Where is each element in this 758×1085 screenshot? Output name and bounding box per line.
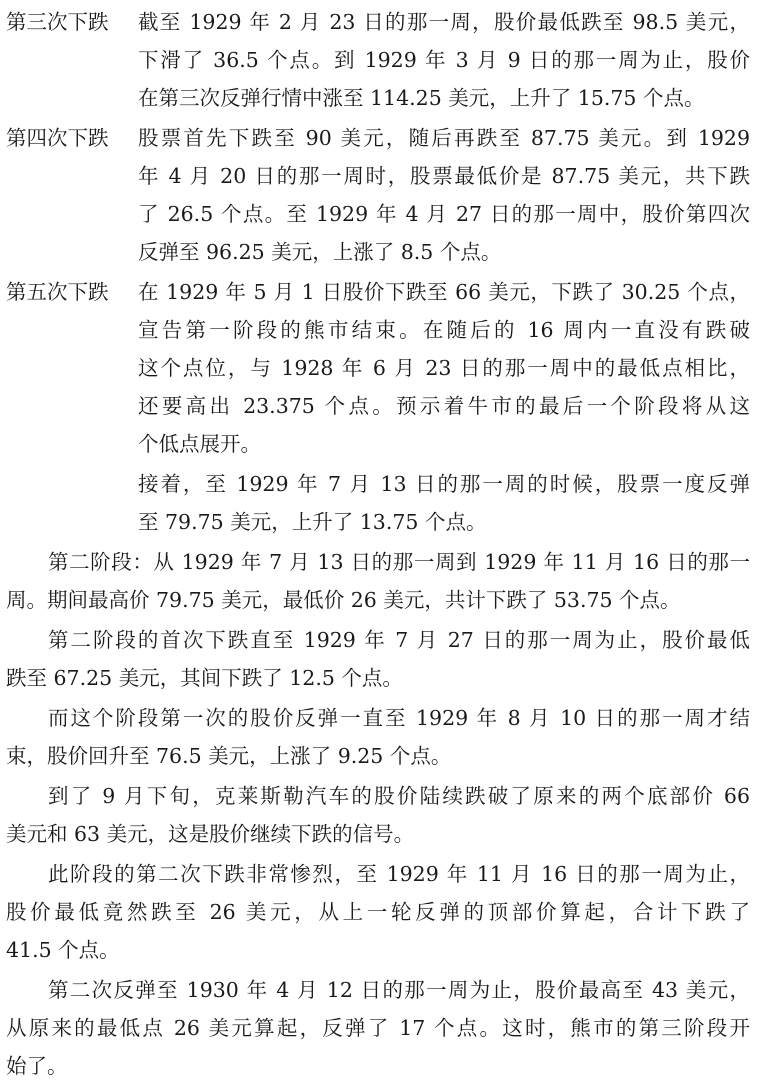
text-line: 而这个阶段第一次的股价反弹一直至 1929 年 8 月 10 日的那一周才结 (48, 706, 750, 730)
entry-body (138, 273, 750, 541)
paragraph (6, 543, 750, 619)
text-line: 美元和 63 美元，这是股价继续下跌的信号。 (6, 822, 415, 846)
text-line: 始了。 (6, 1054, 68, 1078)
paragraph (6, 621, 750, 697)
text-line: 第二次反弹至 1930 年 4 月 12 日的那一周为止，股价最高至 43 美元， (48, 978, 750, 1002)
entry-fourth-decline (6, 119, 750, 271)
entry-body (138, 119, 750, 271)
entry-term: 第五次下跌 (6, 280, 109, 304)
entry-body (138, 3, 750, 117)
text-line: 周。期间最高价 79.75 美元，最低价 26 美元，共计下跌了 53.75 个点。 (6, 588, 681, 612)
text-line: 个低点展开。 (138, 432, 261, 456)
text-line: 从原来的最低点 26 美元算起，反弹了 17 个点。这时，熊市的第三阶段开 (6, 1016, 750, 1040)
text-line: 下滑了 36.5 个点。到 1929 年 3 月 9 日的那一周为止，股价 (138, 48, 750, 72)
text-line: 在 1929 年 5 月 1 日股价下跌至 66 美元，下跌了 30.25 个点， (138, 280, 750, 304)
text-line: 宣告第一阶段的熊市结束。在随后的 16 周内一直没有跌破 (138, 318, 750, 342)
text-line: 股票首先下跌至 90 美元，随后再跌至 87.75 美元。到 1929 (138, 126, 750, 150)
text-line: 股价最低竟然跌至 26 美元，从上一轮反弹的顶部价算起，合计下跌了 (6, 900, 750, 924)
text-line: 至 79.75 美元，上升了 13.75 个点。 (138, 510, 487, 534)
entry-fifth-decline (6, 273, 750, 541)
text-line: 了 26.5 个点。至 1929 年 4 月 27 日的那一周中，股价第四次 (138, 202, 750, 226)
entry-third-decline (6, 3, 750, 117)
text-line: 41.5 个点。 (6, 938, 120, 962)
text-line: 第二阶段的首次下跌直至 1929 年 7 月 27 日的那一周为止，股价最低 (48, 628, 750, 652)
text-line: 这个点位，与 1928 年 6 月 23 日的那一周中的最低点相比， (138, 356, 750, 380)
entry-term: 第三次下跌 (6, 10, 109, 34)
text-line: 跌至 67.25 美元，其间下跌了 12.5 个点。 (6, 666, 403, 690)
text-line: 反弹至 96.25 美元，上涨了 8.5 个点。 (138, 240, 502, 264)
entry-term: 第四次下跌 (6, 126, 109, 150)
text-line: 还要高出 23.375 个点。预示着牛市的最后一个阶段将从这 (138, 394, 750, 418)
text-line: 此阶段的第二次下跌非常惨烈，至 1929 年 11 月 16 日的那一周为止， (48, 862, 750, 886)
paragraph (6, 855, 750, 969)
text-line: 束，股价回升至 76.5 美元，上涨了 9.25 个点。 (6, 744, 452, 768)
text-line: 第二阶段：从 1929 年 7 月 13 日的那一周到 1929 年 11 月 16 日的那一 (48, 550, 750, 574)
paragraph (6, 971, 750, 1085)
text-line: 截至 1929 年 2 月 23 日的那一周，股价最低跌至 98.5 美元， (138, 10, 750, 34)
text-line: 年 4 月 20 日的那一周时，股票最低价是 87.75 美元，共下跌 (138, 164, 750, 188)
text-line: 在第三次反弹行情中涨至 114.25 美元，上升了 15.75 个点。 (138, 86, 705, 110)
text-line: 接着，至 1929 年 7 月 13 日的那一周的时候，股票一度反弹 (138, 472, 750, 496)
paragraph (6, 699, 750, 775)
text-line: 到了 9 月下旬，克莱斯勒汽车的股价陆续跌破了原来的两个底部价 66 (48, 784, 750, 808)
paragraph (6, 777, 750, 853)
